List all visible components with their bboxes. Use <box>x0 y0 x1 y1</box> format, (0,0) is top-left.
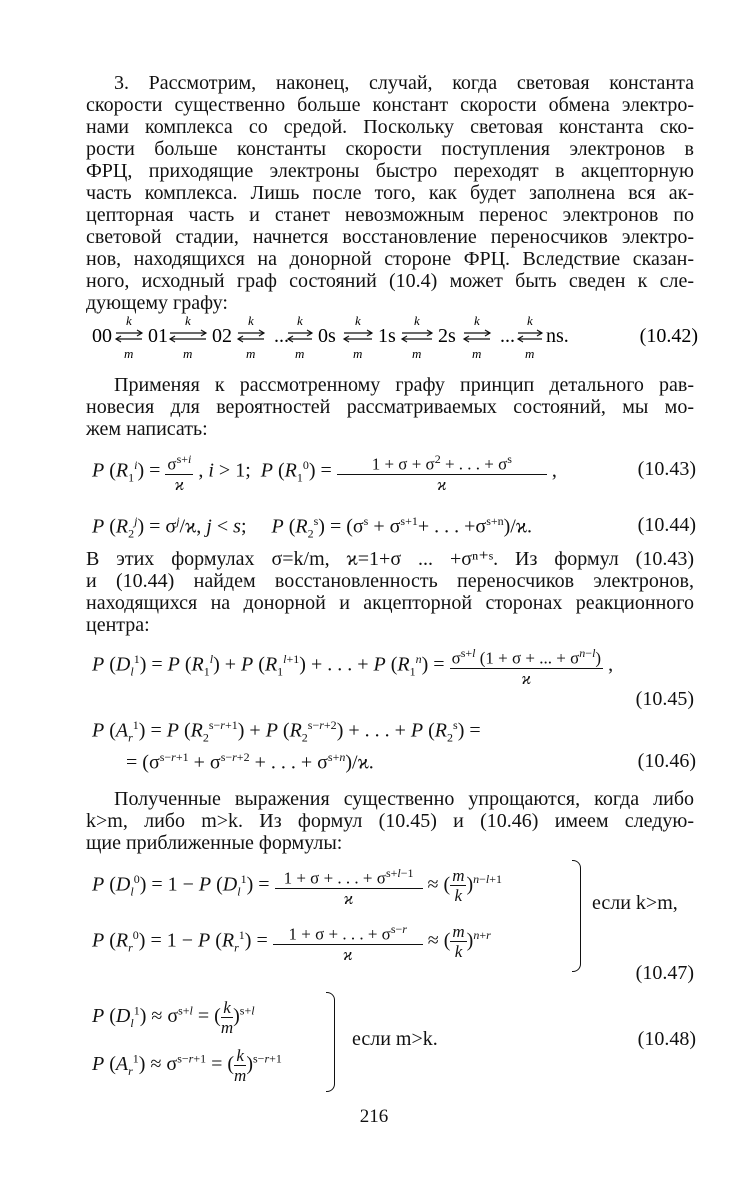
equation-number: (10.45) <box>635 688 694 710</box>
rate-label-m: m <box>183 346 193 361</box>
text-line: рости больше константы скорости поступления электронов в <box>86 138 694 160</box>
equation-number: (10.46) <box>637 750 696 772</box>
rate-label-m: m <box>246 346 256 361</box>
paragraph-balance <box>86 374 694 440</box>
right-brace <box>326 992 335 1092</box>
rate-label-k: k <box>355 313 361 328</box>
equation-number: (10.47) <box>635 962 694 984</box>
formula: P $(D_l^1) \approx \sigma^{s+l}$ = ( $\frac{k}{m}$ )$^{s+l}$ <box>92 998 255 1037</box>
rate-label-m: m <box>525 346 535 361</box>
condition-text: если k>m, <box>592 892 678 914</box>
rate-label-m: m <box>353 346 363 361</box>
formula: P $(D_l^0) = 1 - P$ $(D_l^1)$ = $\frac{1 + \sigma + . . . + \sigma^{s+l-1}}{ϰ}$ ≈ ( $\frac{m}{k}$ )$^{n-l+1}$ <box>92 866 503 908</box>
text-line: световой стадии, начнется восстановление переносчиков электро- <box>86 226 694 248</box>
paragraph-simplification <box>86 788 694 854</box>
equation-number: (10.48) <box>637 1028 696 1050</box>
graph-node: 2s <box>438 325 456 347</box>
graph-node: 02 <box>212 325 232 347</box>
formula: P $(D_l^1) = P$ $(R_1^l) + P$ $(R_1^{l+1})$ + . . . + P $(R_1^n)$ = $\frac{\sigma^{s+l} (1 + \sigma + ... + \sigma^{n-l})}{ϰ}$ , <box>92 646 614 688</box>
text-line: новесия для вероятностей рассматриваемых состояний, мы мо- <box>86 396 694 418</box>
equation-10-43 <box>86 448 696 494</box>
text-line: k>m, либо m>k. Из формул (10.45) и (10.46) имеем следую- <box>86 810 694 832</box>
graph-node: ... <box>274 325 289 347</box>
right-brace <box>572 860 581 972</box>
text-line: 3. Рассмотрим, наконец, случай, когда световая константа <box>114 72 694 94</box>
state-graph-equation <box>86 308 698 364</box>
equation-number: (10.44) <box>637 514 696 536</box>
text-line: Полученные выражения существенно упрощаются, когда либо <box>114 788 694 810</box>
rate-label-m: m <box>295 346 305 361</box>
rate-label-m: m <box>472 346 482 361</box>
graph-node: ns. <box>546 325 569 347</box>
graph-node: 1s <box>378 325 396 347</box>
rate-label-m: m <box>124 346 134 361</box>
text-line: жем написать: <box>86 418 208 440</box>
rate-label-k: k <box>527 313 533 328</box>
equation-10-46 <box>86 712 696 782</box>
rate-label-k: k <box>414 313 420 328</box>
rate-label-m: m <box>412 346 422 361</box>
equation-10-45 <box>86 640 696 688</box>
condition-text: если m>k. <box>352 1028 438 1050</box>
text-line: В этих формулах σ=k/m, ϰ=1+σ ... +σⁿ⁺ˢ. Из формул (10.43) <box>86 548 694 570</box>
text-line: ФРЦ, приходящие электроны быстро переходят в акцепторную <box>86 160 694 182</box>
formula: P $(A_r^1) \approx \sigma^{s-r+1}$ = ( $\frac{k}{m}$ )$^{s-r+1}$ <box>92 1046 282 1085</box>
text-line: ного, исходный граф состояний (10.4) может быть сведен к сле- <box>86 270 694 292</box>
text-line: Применяя к рассмотренному графу принцип детального рав- <box>114 374 694 396</box>
rate-label-k: k <box>297 313 303 328</box>
text-line: центра: <box>86 614 150 636</box>
page-number: 216 <box>359 1106 389 1127</box>
text-line: нами комплекса со средой. Поскольку световая константа ско- <box>86 116 694 138</box>
rate-label-k: k <box>248 313 254 328</box>
formula: P $(R_r^0) = 1 - P$ $(R_r^1)$ = $\frac{1 + \sigma + . . . + \sigma^{s-r}}{ϰ}$ ≈ ( $\frac{m}{k}$ )$^{n+r}$ <box>92 922 491 964</box>
rate-label-k: k <box>185 313 191 328</box>
paragraph-intro <box>86 72 694 314</box>
equation-10-48 <box>86 992 696 1094</box>
formula: P $(A_r^1) = P$ $(R_2^{s-r+1}) + P$ $(R_2^{s-r+2})$ + . . . + P $(R_2^s)$ = <box>92 718 481 745</box>
formula-continued: = ($\sigma^{s-r+1} + \sigma^{s-r+2}$ + . . . + $\sigma^{s+n})/ϰ$. <box>126 750 374 774</box>
rate-label-k: k <box>474 313 480 328</box>
formula: P $(R_2^j) = \sigma^j/ϰ$, j < s; P $(R_2^s) = (\sigma^s + \sigma^{s+1}+$ . . . $+\sigma^{s+n})/ϰ$. <box>92 514 533 541</box>
text-line: нов, находящихся на донорной стороне ФРЦ. Вследствие сказан- <box>86 248 694 270</box>
equation-10-44 <box>86 506 696 546</box>
equation-10-47 <box>86 858 696 988</box>
graph-node: 0s <box>318 325 336 347</box>
graph-node: ... <box>500 325 515 347</box>
text-line: часть комплекса. Лишь после того, как будет заполнена вся ак- <box>86 182 694 204</box>
text-line: находящихся на донорной и акцепторной сторонах реакционного <box>86 592 694 614</box>
text-line: скорости существенно больше констант скорости обмена электро- <box>86 94 694 116</box>
paragraph-definitions <box>86 548 694 636</box>
rate-label-k: k <box>126 313 132 328</box>
equation-number: (10.43) <box>637 458 696 480</box>
text-line: щие приближенные формулы: <box>86 832 343 854</box>
text-line: дующему графу: <box>86 292 228 314</box>
text-line: и (10.44) найдем восстановленность переносчиков электронов, <box>86 570 694 592</box>
formula: P $(R_1^i)$ = $\frac{\sigma^{s+i}}{ϰ}$ , i > 1; P $(R_1^0)$ = $\frac{1 + \sigma + \sigma^2 + . . . + \sigma^s}{ϰ}$ , <box>92 452 557 494</box>
graph-node: 01 <box>148 325 168 347</box>
text-line: цепторная часть и станет невозможным перенос электронов по <box>86 204 694 226</box>
graph-node: 00 <box>92 325 112 347</box>
equation-number: (10.42) <box>639 325 698 347</box>
